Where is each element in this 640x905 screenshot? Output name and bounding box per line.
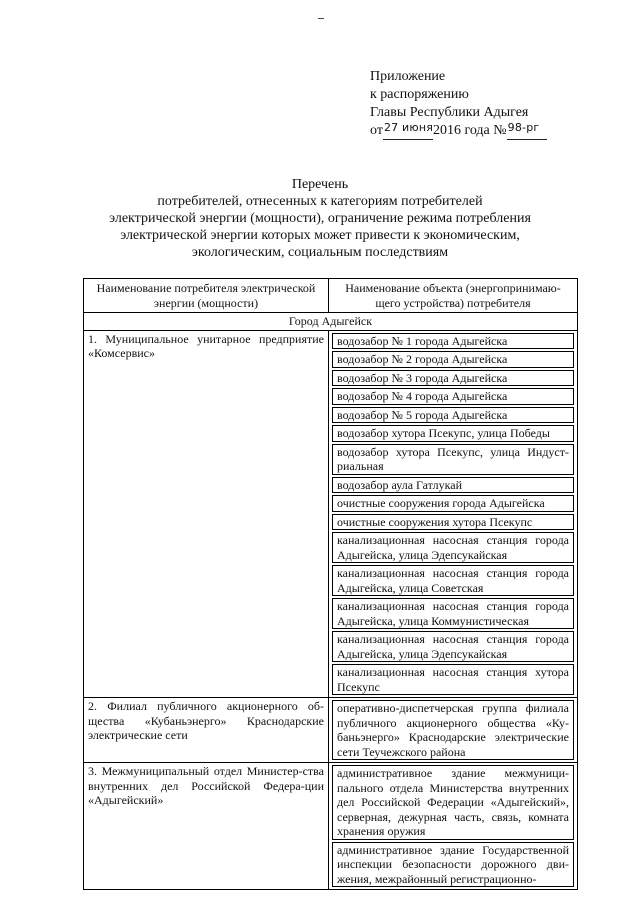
object-item: водозабор хутора Псекупс, улица Индуст-риальная (332, 444, 574, 475)
object-item: канализационная насосная станция города Адыгейска, улица Эдепсукайская (332, 532, 574, 563)
title-line-4: экологическим, социальным последствиям (191, 245, 449, 260)
object-item: канализационная насосная станция хутора Псекупс (332, 664, 574, 695)
year-number-text: 2016 года № (432, 123, 507, 138)
objects-cell (329, 330, 578, 698)
order-reference: к распоряжению (370, 87, 469, 102)
objects-cell (329, 698, 578, 763)
table-row (84, 698, 578, 763)
issuer-name: Главы Республики Адыгея (370, 105, 529, 120)
object-item: очистные сооружения хутора Псекупс (332, 514, 574, 531)
consumers-table (83, 278, 578, 890)
date-field (383, 121, 434, 140)
title-line-2: электрической энергии (мощности), ограничение режима потребления (109, 211, 531, 226)
object-item: водозабор № 2 города Адыгейска (332, 351, 574, 368)
date-prefix: от (370, 123, 383, 138)
object-item: водозабор № 3 города Адыгейска (332, 370, 574, 387)
handwritten-number: 98-рг (507, 121, 540, 134)
section-city: Город Адыгейск (84, 313, 578, 331)
object-item: административное здание межмуници-пального отдела Министерства внутренних дел Российской Федерации «Адыгейский», серверная, дежурная часть, связь, комната хранения оружия (332, 765, 574, 840)
document-title (60, 176, 580, 261)
date-number-line (370, 122, 547, 140)
object-item: водозабор № 1 города Адыгейска (332, 333, 574, 350)
title-line-3: электрической энергии которых может привести к экономическим, (120, 228, 520, 243)
appendix-label: Приложение (370, 69, 446, 84)
table-row (84, 763, 578, 890)
table-header-row (84, 279, 578, 313)
object-item: водозабор № 4 города Адыгейска (332, 388, 574, 405)
object-item: водозабор аула Гатлукай (332, 477, 574, 494)
object-item: административное здание Государственной инспекции безопасности дорожного дви-жения, межрайонный регистрационно- (332, 842, 574, 888)
object-item: оперативно-диспетчерская группа филиала публичного акционерного общества «Ку-баньэнерго» Краснодарские электрические сети Теучежского района (332, 700, 574, 760)
number-field (507, 121, 547, 140)
objects-cell (329, 763, 578, 890)
object-item: водозабор № 5 города Адыгейска (332, 407, 574, 424)
page-top-mark (318, 18, 324, 19)
object-item: канализационная насосная станция города Адыгейска, улица Советская (332, 565, 574, 596)
header-consumer: Наименование потребителя электрической энергии (мощности) (84, 279, 329, 313)
object-item: канализационная насосная станция города Адыгейска, улица Эдепсукайская (332, 631, 574, 662)
consumer-cell: 3. Межмуниципальный отдел Министер-ства внутренних дел Российской Федера-ции «Адыгейский» (84, 763, 329, 890)
consumer-cell: 2. Филиал публичного акционерного об-щества «Кубаньэнерго» Краснодарские электрические сети (84, 698, 329, 763)
object-item: очистные сооружения города Адыгейска (332, 495, 574, 512)
header-object: Наименование объекта (энергопринимаю-щего устройства) потребителя (329, 279, 578, 313)
handwritten-date: 27 июня (383, 121, 434, 134)
appendix-header (370, 68, 547, 140)
title-heading: Перечень (291, 177, 349, 192)
title-line-1: потребителей, отнесенных к категориям потребителей (157, 194, 483, 209)
section-row (84, 313, 578, 331)
object-item: канализационная насосная станция города Адыгейска, улица Коммунистическая (332, 598, 574, 629)
consumer-cell: 1. Муниципальное унитарное предприятие «Комсервис» (84, 330, 329, 698)
object-item: водозабор хутора Псекупс, улица Победы (332, 425, 574, 442)
table-row (84, 330, 578, 698)
